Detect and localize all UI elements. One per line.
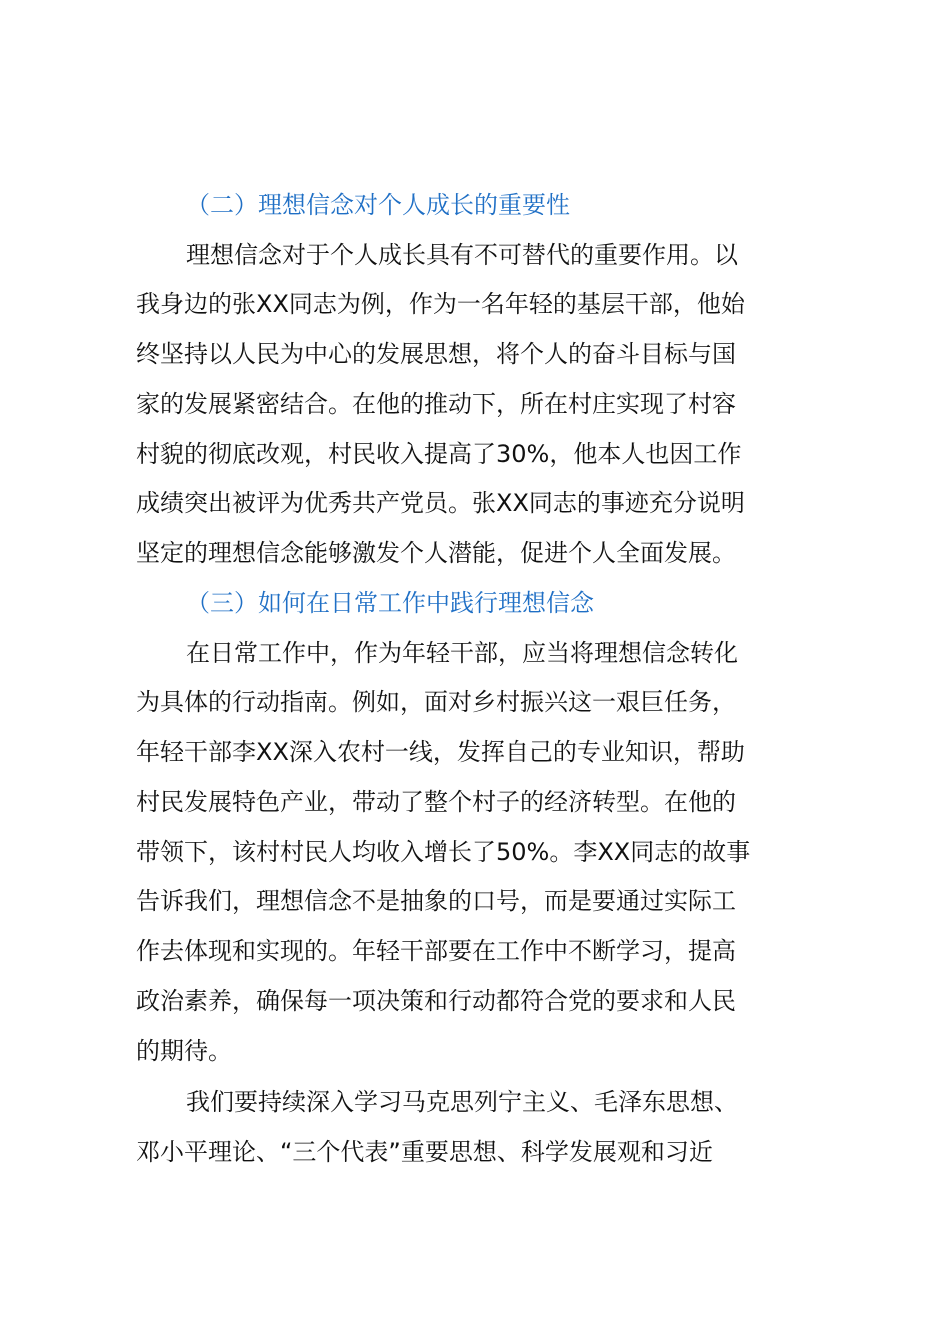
section-heading-3: （三）如何在日常工作中践行理想信念: [186, 589, 594, 617]
paragraph-line: 终坚持以人民为中心的发展思想，将个人的奋斗目标与国: [136, 340, 736, 368]
paragraph-line: 我身边的张XX同志为例，作为一名年轻的基层干部，他始: [136, 290, 745, 318]
section-heading-2: （二）理想信念对个人成长的重要性: [186, 191, 570, 219]
paragraph-line: 年轻干部李XX深入农村一线，发挥自己的专业知识，帮助: [136, 738, 745, 766]
paragraph-line: 告诉我们，理想信念不是抽象的口号，而是要通过实际工: [136, 887, 736, 915]
paragraph-line: 作去体现和实现的。年轻干部要在工作中不断学习，提高: [136, 937, 736, 965]
paragraph-line: 成绩突出被评为优秀共产党员。张XX同志的事迹充分说明: [136, 489, 745, 517]
paragraph-line: 邓小平理论、“三个代表”重要思想、科学发展观和习近: [136, 1138, 713, 1166]
paragraph-line: 政治素养，确保每一项决策和行动都符合党的要求和人民: [136, 987, 736, 1015]
paragraph-line: 理想信念对于个人成长具有不可替代的重要作用。以: [186, 241, 738, 269]
paragraph-line: 我们要持续深入学习马克思列宁主义、毛泽东思想、: [186, 1088, 738, 1116]
paragraph-line: 村民发展特色产业，带动了整个村子的经济转型。在他的: [136, 788, 736, 816]
paragraph-line: 的期待。: [136, 1037, 232, 1065]
paragraph-line: 为具体的行动指南。例如，面对乡村振兴这一艰巨任务，: [136, 688, 736, 716]
paragraph-line: 村貌的彻底改观，村民收入提高了30%，他本人也因工作: [136, 440, 742, 468]
paragraph-line: 带领下，该村村民人均收入增长了50%。李XX同志的故事: [136, 838, 751, 866]
paragraph-line: 坚定的理想信念能够激发个人潜能，促进个人全面发展。: [136, 539, 736, 567]
paragraph-line: 在日常工作中，作为年轻干部，应当将理想信念转化: [186, 639, 738, 667]
paragraph-line: 家的发展紧密结合。在他的推动下，所在村庄实现了村容: [136, 390, 736, 418]
